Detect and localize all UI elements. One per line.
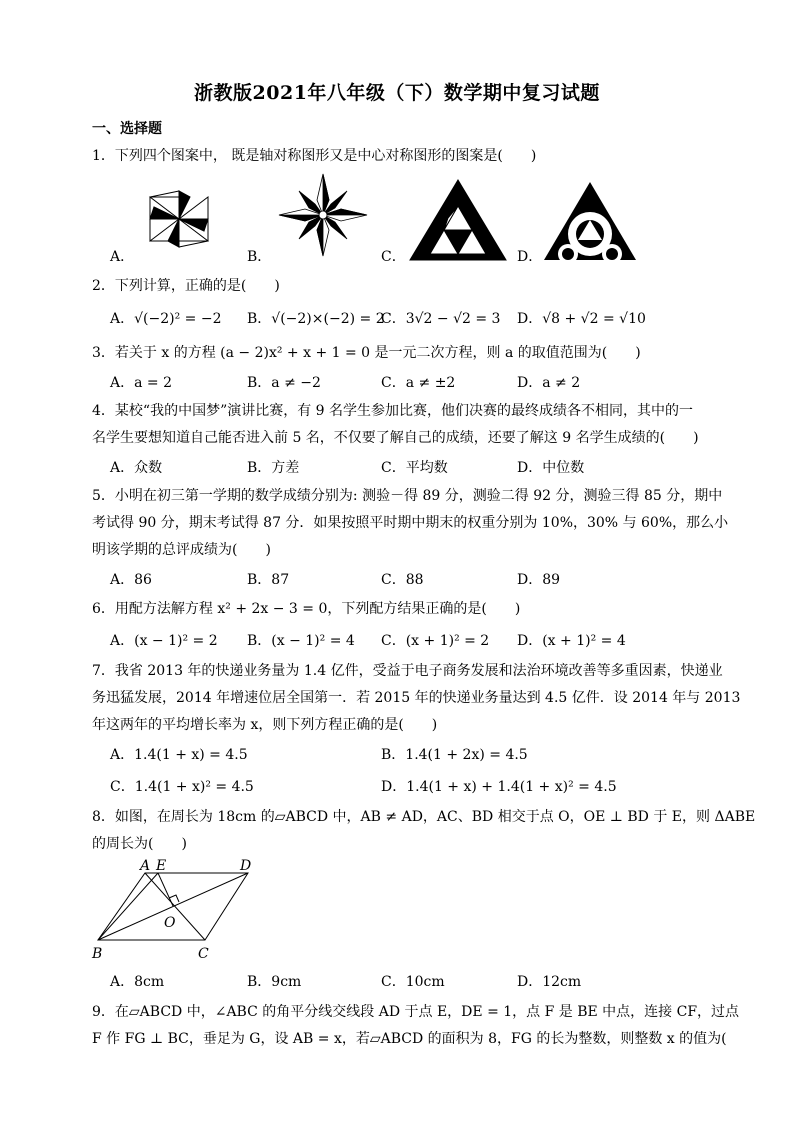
q8-stem-line2: 的周长为( ) xyxy=(92,836,187,852)
q7-option-c: C．1.4(1 + x)² = 4.5 xyxy=(110,779,254,795)
q8-option-a: A．8cm xyxy=(110,974,165,990)
q5-stem-line1: 5．小明在初三第一学期的数学成绩分别为: 测验－得 89 分，测验二得 92 分，测验三得 85 分，期中 xyxy=(92,488,723,504)
q1-option-a: A． xyxy=(110,249,135,265)
q4-option-a: A．众数 xyxy=(110,460,163,476)
q5-stem-line2: 考试得 90 分，期末考试得 87 分．如果按照平时期中期末的权重分别为 10%，30% 与 60%，那么小 xyxy=(92,515,729,531)
label-o: O xyxy=(164,915,176,931)
q5-stem-line3: 明该学期的总评成绩为( ) xyxy=(92,542,271,558)
q8-option-b: B．9cm xyxy=(247,974,302,990)
q6-option-d: D．(x + 1)² = 4 xyxy=(517,633,626,649)
q1-figure-b-star xyxy=(277,172,369,258)
q3-option-c: C．a ≠ ±2 xyxy=(381,375,456,391)
q5-option-c: C．88 xyxy=(381,572,424,588)
q9-stem-line1: 9．在▱ABCD 中，∠ABC 的角平分线交线段 AD 于点 E，DE = 1，点 F 是 BE 中点，连接 CF，过点 xyxy=(92,1004,740,1020)
label-e: E xyxy=(156,858,167,874)
q7-option-b: B．1.4(1 + 2x) = 4.5 xyxy=(381,747,528,763)
q6-option-c: C．(x + 1)² = 2 xyxy=(381,633,490,649)
label-a: A xyxy=(140,858,151,874)
q4-option-c: C．平均数 xyxy=(381,460,448,476)
q8-stem-line1: 8．如图，在周长为 18cm 的▱ABCD 中，AB ≠ AD，AC、BD 相交于点 O，OE ⊥ BD 于 E，则 ΔABE xyxy=(92,809,756,825)
q7-option-d: D．1.4(1 + x) + 1.4(1 + x)² = 4.5 xyxy=(381,779,617,795)
q4-stem-line2: 名学生要想知道自己能否进入前 5 名，不仅要了解自己的成绩，还要了解这 9 名学生成绩的( ) xyxy=(92,430,699,446)
q4-stem-line1: 4．某校“我的中国梦”演讲比赛，有 9 名学生参加比赛，他们决赛的最终成绩各不相同，其中的一 xyxy=(92,403,694,419)
q2-option-b: B．√(−2)×(−2) = 2 xyxy=(247,311,385,327)
label-d: D xyxy=(240,858,252,874)
section-heading: 一、选择题 xyxy=(92,121,162,137)
label-c: C xyxy=(198,946,209,962)
q9-stem-line2: F 作 FG ⊥ BC，垂足为 G，设 AB = x，若▱ABCD 的面积为 8，FG 的长为整数，则整数 x 的值为( xyxy=(92,1031,727,1047)
q3-option-d: D．a ≠ 2 xyxy=(517,375,581,391)
q1-option-d: D． xyxy=(517,249,543,265)
q3-option-a: A．a = 2 xyxy=(110,375,172,391)
q7-option-a: A．1.4(1 + x) = 4.5 xyxy=(110,747,248,763)
q3-stem: 3．若关于 x 的方程 (a − 2)x² + x + 1 = 0 是一元二次方程，则 a 的取值范围为( ) xyxy=(92,345,641,361)
q8-option-c: C．10cm xyxy=(381,974,445,990)
q6-option-a: A．(x − 1)² = 2 xyxy=(110,633,218,649)
q6-option-b: B．(x − 1)² = 4 xyxy=(247,633,355,649)
q5-option-a: A．86 xyxy=(110,572,152,588)
page-title: 浙教版2021年八年级（下）数学期中复习试题 xyxy=(194,82,600,104)
q2-option-d: D．√8 + √2 = √10 xyxy=(517,311,646,327)
q2-option-a: A．√(−2)² = −2 xyxy=(110,311,222,327)
q1-figure-c-triangle xyxy=(408,178,508,262)
q7-stem-line1: 7．我省 2013 年的快递业务量为 1.4 亿件，受益于电子商务发展和法治环境改善等多重因素，快递业 xyxy=(92,663,723,679)
q8-parallelogram-figure xyxy=(88,858,263,968)
q8-option-d: D．12cm xyxy=(517,974,582,990)
q1-option-c: C． xyxy=(381,249,406,265)
q4-option-d: D．中位数 xyxy=(517,460,585,476)
q2-option-c: C．3√2 − √2 = 3 xyxy=(381,311,501,327)
q1-figure-a-pinwheel xyxy=(140,183,218,255)
q6-stem: 6．用配方法解方程 x² + 2x − 3 = 0，下列配方结果正确的是( ) xyxy=(92,601,521,617)
q5-option-b: B．87 xyxy=(247,572,290,588)
q7-stem-line3: 年这两年的平均增长率为 x，则下列方程正确的是( ) xyxy=(92,717,438,733)
q3-option-b: B．a ≠ −2 xyxy=(247,375,321,391)
q1-figure-d-circles xyxy=(540,180,640,264)
q1-option-b: B． xyxy=(247,249,272,265)
q5-option-d: D．89 xyxy=(517,572,561,588)
q1-stem: 1．下列四个图案中， 既是轴对称图形又是中心对称图形的图案是( ) xyxy=(92,148,537,164)
q2-stem: 2．下列计算，正确的是( ) xyxy=(92,278,280,294)
segment-be xyxy=(98,873,158,940)
q4-option-b: B．方差 xyxy=(247,460,300,476)
q7-stem-line2: 务迅猛发展，2014 年增速位居全国第一．若 2015 年的快递业务量达到 4.5 亿件．设 2014 年与 2013 xyxy=(92,690,741,706)
label-b: B xyxy=(92,946,103,962)
